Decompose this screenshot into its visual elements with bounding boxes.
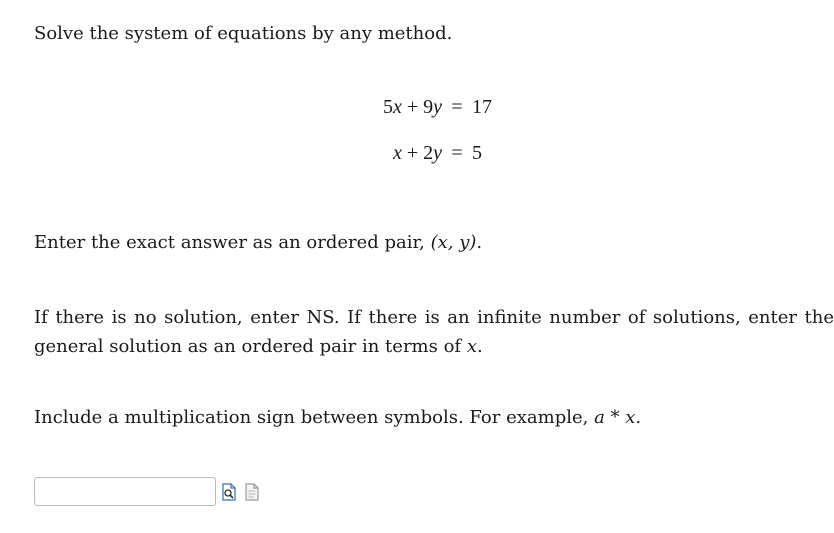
preview-icon[interactable] (222, 483, 236, 501)
answer-input[interactable] (34, 477, 216, 506)
instruction-punctuation: . (476, 232, 483, 253)
equation-rhs: 17 (472, 96, 492, 118)
question-prompt (34, 22, 452, 46)
operator: + (401, 142, 424, 164)
coefficient: 9 (423, 96, 434, 118)
equals-sign: = (451, 142, 463, 164)
math-expression: (x, y) (430, 232, 477, 253)
equals-sign: = (451, 96, 463, 118)
equation-lhs (360, 96, 442, 119)
equation-row (360, 142, 492, 188)
coefficient: 2 (423, 142, 434, 164)
instruction-special-cases (34, 303, 834, 361)
instruction-text: If there is no solution, enter NS. If there is an infinite number of solutions, enter the general solution as an ordered pair in terms of (34, 307, 834, 357)
help-document-icon[interactable] (245, 483, 259, 501)
math-expression: x (466, 336, 477, 357)
equation-row (360, 96, 492, 142)
instruction-punctuation: . (476, 336, 483, 357)
variable: y (433, 96, 442, 118)
equation-system (360, 96, 492, 188)
instruction-text: Include a multiplication sign between symbols. For example, (34, 407, 595, 428)
operator: + (401, 96, 424, 118)
instruction-punctuation: . (635, 407, 642, 428)
prompt-text: Solve the system of equations by any method. (34, 23, 453, 44)
equation-rhs: 5 (472, 142, 482, 164)
variable: x (392, 142, 402, 164)
equation-lhs (360, 142, 442, 165)
instruction-ordered-pair (34, 230, 482, 256)
instruction-multiplication (34, 405, 641, 431)
coefficient: 5 (382, 96, 393, 118)
variable: y (433, 142, 442, 164)
instruction-text: Enter the exact answer as an ordered pair, (34, 232, 431, 253)
math-expression: a * x (594, 407, 636, 428)
variable: x (392, 96, 402, 118)
